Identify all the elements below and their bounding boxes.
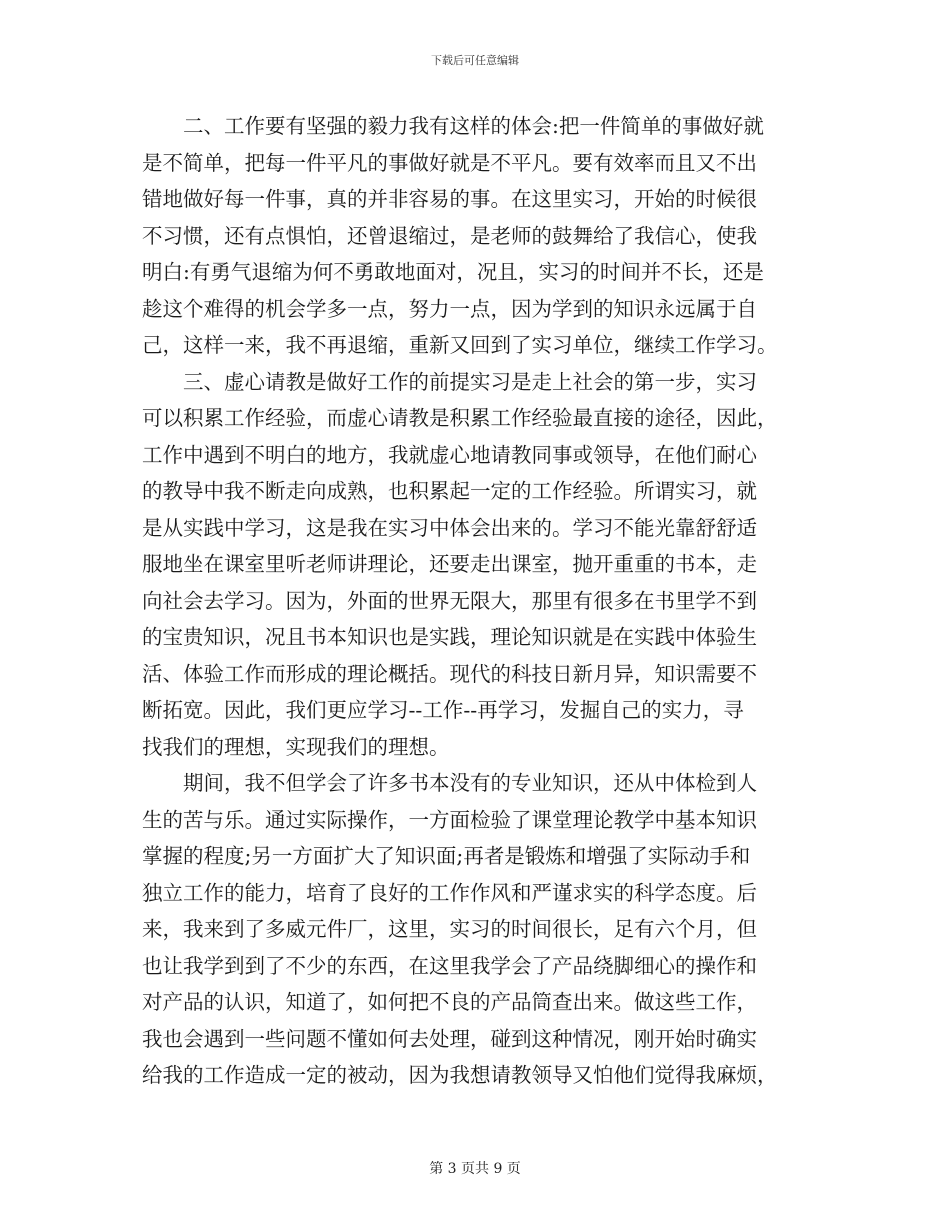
- text-line: 错地做好每一件事，真的并非容易的事。在这里实习，开始的时候很: [142, 187, 757, 211]
- text-line: 活、体验工作而形成的理论概括。现代的科技日新月异，知识需要不: [142, 661, 757, 686]
- text-line: 对产品的认识，知道了，如何把不良的产品筒查出来。做这些工作，: [142, 990, 757, 1014]
- text-line: 的宝贵知识，况且书本知识也是实践，理论知识就是在实践中体验生: [142, 625, 757, 649]
- text-line: 的教导中我不断走向成熟，也积累起一定的工作经验。所谓实习，就: [142, 479, 757, 503]
- text-line: 来，我来到了多威元件厂，这里，实习的时间很长，足有六个月，但: [142, 917, 757, 941]
- text-line: 也让我学到到了不少的东西，在这里我学会了产品绕脚细心的操作和: [142, 953, 757, 978]
- page-number: 第 3 页共 9 页: [429, 1161, 521, 1177]
- text-line: 是从实践中学习，这是我在实习中体会出来的。学习不能光靠舒舒适: [142, 515, 757, 540]
- text-line: 可以积累工作经验，而虚心请教是积累工作经验最直接的途径，因此，: [142, 406, 778, 430]
- text-line: 独立工作的能力，培育了良好的工作作风和严谨求实的科学态度。后: [142, 880, 757, 905]
- text-line: 三、虚心请教是做好工作的前提实习是走上社会的第一步，实习: [142, 369, 757, 394]
- text-line: 己，这样一来，我不再退缩，重新又回到了实习单位，继续工作学习。: [142, 333, 778, 357]
- text-line: 明白:有勇气退缩为何不勇敢地面对，况且，实习的时间并不长，还是: [142, 260, 764, 284]
- document-body: [142, 108, 810, 1094]
- text-line: 找我们的理想，实现我们的理想。: [142, 734, 450, 759]
- text-line: 趁这个难得的机会学多一点，努力一点，因为学到的知识永远属于自: [142, 296, 757, 321]
- text-line: 我也会遇到一些问题不懂如何去处理，碰到这种情况，刚开始时确实: [142, 1026, 757, 1051]
- text-line: 服地坐在课室里听老师讲理论，还要走出课室，抛开重重的书本，走: [142, 552, 757, 576]
- text-line: 断拓宽。因此，我们更应学习--工作--再学习，发掘自己的实力，寻: [142, 698, 744, 722]
- text-line: 工作中遇到不明白的地方，我就虚心地请教同事或领导，在他们耐心: [142, 442, 757, 467]
- text-line: 是不简单，把每一件平凡的事做好就是不平凡。要有效率而且又不出: [142, 150, 757, 175]
- text-line: 生的苦与乐。通过实际操作，一方面检验了课堂理论教学中基本知识: [142, 807, 757, 832]
- text-line: 期间，我不但学会了许多书本没有的专业知识，还从中体检到人: [142, 771, 757, 795]
- text-line: 不习惯，还有点惧怕，还曾退缩过，是老师的鼓舞给了我信心，使我: [142, 223, 757, 248]
- text-line: 向社会去学习。因为，外面的世界无限大，那里有很多在书里学不到: [142, 588, 757, 613]
- text-line: 掌握的程度;另一方面扩大了知识面;再者是锻炼和增强了实际动手和: [142, 844, 751, 868]
- page-header-note: 下载后可任意编辑: [431, 54, 519, 67]
- text-line: 二、工作要有坚强的毅力我有这样的体会:把一件简单的事做好就: [142, 114, 764, 138]
- text-line: 给我的工作造成一定的被动，因为我想请教领导又怕他们觉得我麻烦，: [142, 1063, 778, 1087]
